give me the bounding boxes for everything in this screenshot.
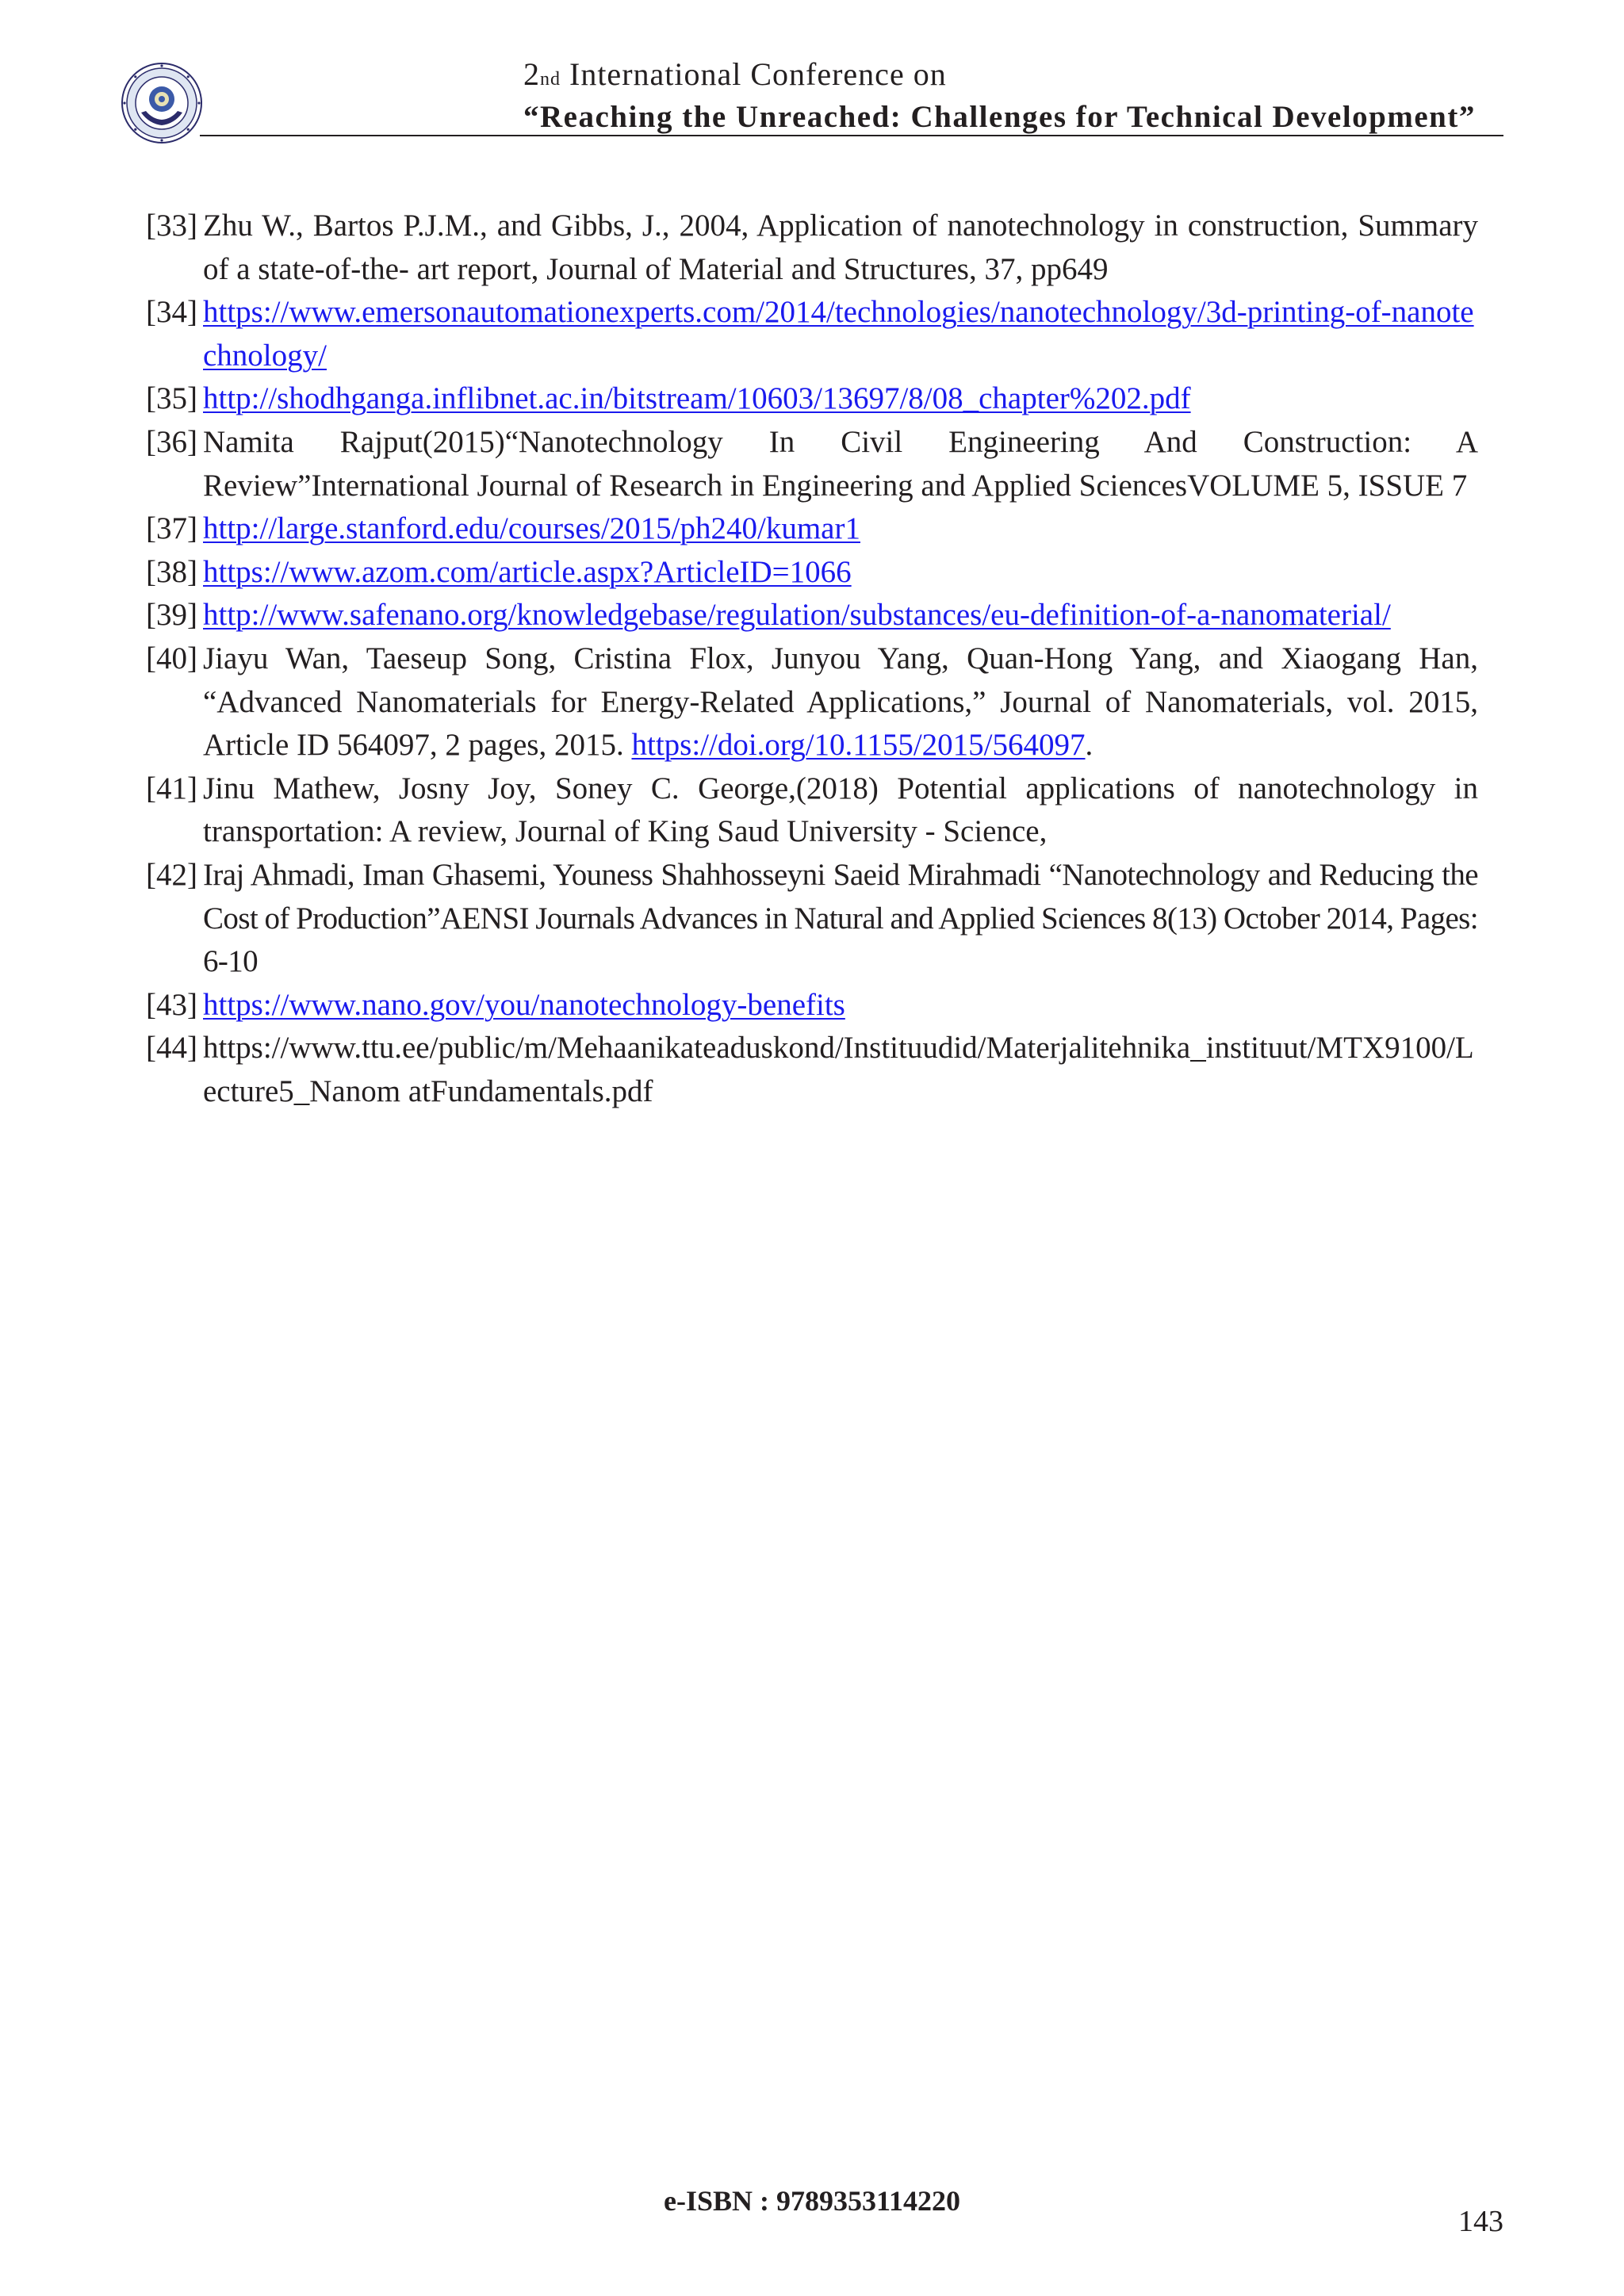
conference-seal-icon bbox=[121, 62, 203, 144]
footer-isbn: e-ISBN : 9789353114220 bbox=[663, 2185, 960, 2217]
header-divider bbox=[200, 135, 1503, 136]
reference-item bbox=[146, 594, 1478, 637]
reference-text: https://www.ttu.ee/public/m/Mehaanikateaduskond/Instituudid/Materjalitehnika_instituut/MTX9100/Lecture5_Nanom atFundamentals.pdf bbox=[203, 1031, 1474, 1108]
reference-item bbox=[146, 377, 1478, 421]
reference-text: Zhu W., Bartos P.J.M., and Gibbs, J., 2004, Application of nanotechnology in construction, Summary of a state-of-the- art report, Journal of Material and Structures, 37, pp649 bbox=[203, 209, 1478, 286]
reference-trailing-period: . bbox=[1085, 728, 1094, 763]
reference-item bbox=[146, 984, 1478, 1027]
reference-number: [33] bbox=[146, 209, 197, 243]
reference-item bbox=[146, 1027, 1478, 1113]
reference-number: [44] bbox=[146, 1031, 197, 1066]
reference-text: Iraj Ahmadi, Iman Ghasemi, Youness Shahhosseyni Saeid Mirahmadi “Nanotechnology and Reducing the Cost of Production”AENSI Journals Advances in Natural and Applied Sciences 8(13) October 2014, Pages: 6-10 bbox=[203, 857, 1478, 979]
reference-number: [36] bbox=[146, 424, 197, 459]
reference-item bbox=[146, 854, 1478, 984]
reference-link[interactable]: http://shodhganga.inflibnet.ac.in/bitstream/10603/13697/8/08_chapter%202.pdf bbox=[203, 381, 1191, 416]
reference-text: Jinu Mathew, Josny Joy, Soney C. George,(2018) Potential applications of nanotechnology in transportation: A review, Journal of King Saud University - Science, bbox=[203, 771, 1478, 849]
reference-number: [35] bbox=[146, 381, 197, 416]
reference-link[interactable]: https://www.azom.com/article.aspx?ArticleID=1066 bbox=[203, 554, 852, 589]
reference-number: [39] bbox=[146, 598, 197, 633]
reference-item bbox=[146, 507, 1478, 551]
reference-link[interactable]: http://large.stanford.edu/courses/2015/ph240/kumar1 bbox=[203, 511, 860, 546]
reference-item bbox=[146, 291, 1478, 377]
reference-text: Namita Rajput(2015)“Nanotechnology In Civil Engineering And Construction: A Review”International Journal of Research in Engineering and Applied SciencesVOLUME 5, ISSUE 7 bbox=[203, 424, 1478, 503]
reference-number: [34] bbox=[146, 295, 197, 330]
reference-item bbox=[146, 551, 1478, 595]
conference-name: International Conference on bbox=[569, 56, 947, 92]
reference-number: [40] bbox=[146, 641, 197, 675]
reference-link[interactable]: https://doi.org/10.1155/2015/564097 bbox=[631, 728, 1086, 763]
ordinal-suffix: nd bbox=[540, 69, 561, 90]
page-number: 143 bbox=[1458, 2205, 1503, 2238]
reference-item bbox=[146, 767, 1478, 854]
reference-link[interactable]: https://www.emersonautomationexperts.com/2014/technologies/nanotechnology/3d-printing-of-nanotechnology/ bbox=[203, 295, 1474, 373]
conference-theme: “Reaching the Unreached: Challenges for Technical Development” bbox=[523, 100, 1476, 134]
reference-number: [43] bbox=[146, 987, 197, 1022]
ordinal-number: 2 bbox=[523, 56, 540, 92]
conference-ordinal-line bbox=[523, 55, 1507, 98]
reference-number: [37] bbox=[146, 511, 197, 546]
reference-number: [41] bbox=[146, 771, 197, 806]
reference-number: [38] bbox=[146, 554, 197, 589]
reference-item bbox=[146, 421, 1478, 507]
reference-text: Jiayu Wan, Taeseup Song, Cristina Flox, Junyou Yang, Quan-Hong Yang, and Xiaogang Han, “Advanced Nanomaterials for Energy-Related Applications,” Journal of Nanomaterials, vol. 2015, Article ID 564097, 2 pages, 2015. bbox=[203, 641, 1478, 763]
reference-number: [42] bbox=[146, 857, 197, 892]
reference-item bbox=[146, 205, 1478, 291]
reference-item bbox=[146, 637, 1478, 767]
reference-link[interactable]: http://www.safenano.org/knowledgebase/regulation/substances/eu-definition-of-a-nanomaterial/ bbox=[203, 598, 1391, 633]
reference-list bbox=[146, 205, 1478, 1113]
reference-link[interactable]: https://www.nano.gov/you/nanotechnology-benefits bbox=[203, 987, 845, 1022]
running-header bbox=[523, 55, 1507, 136]
